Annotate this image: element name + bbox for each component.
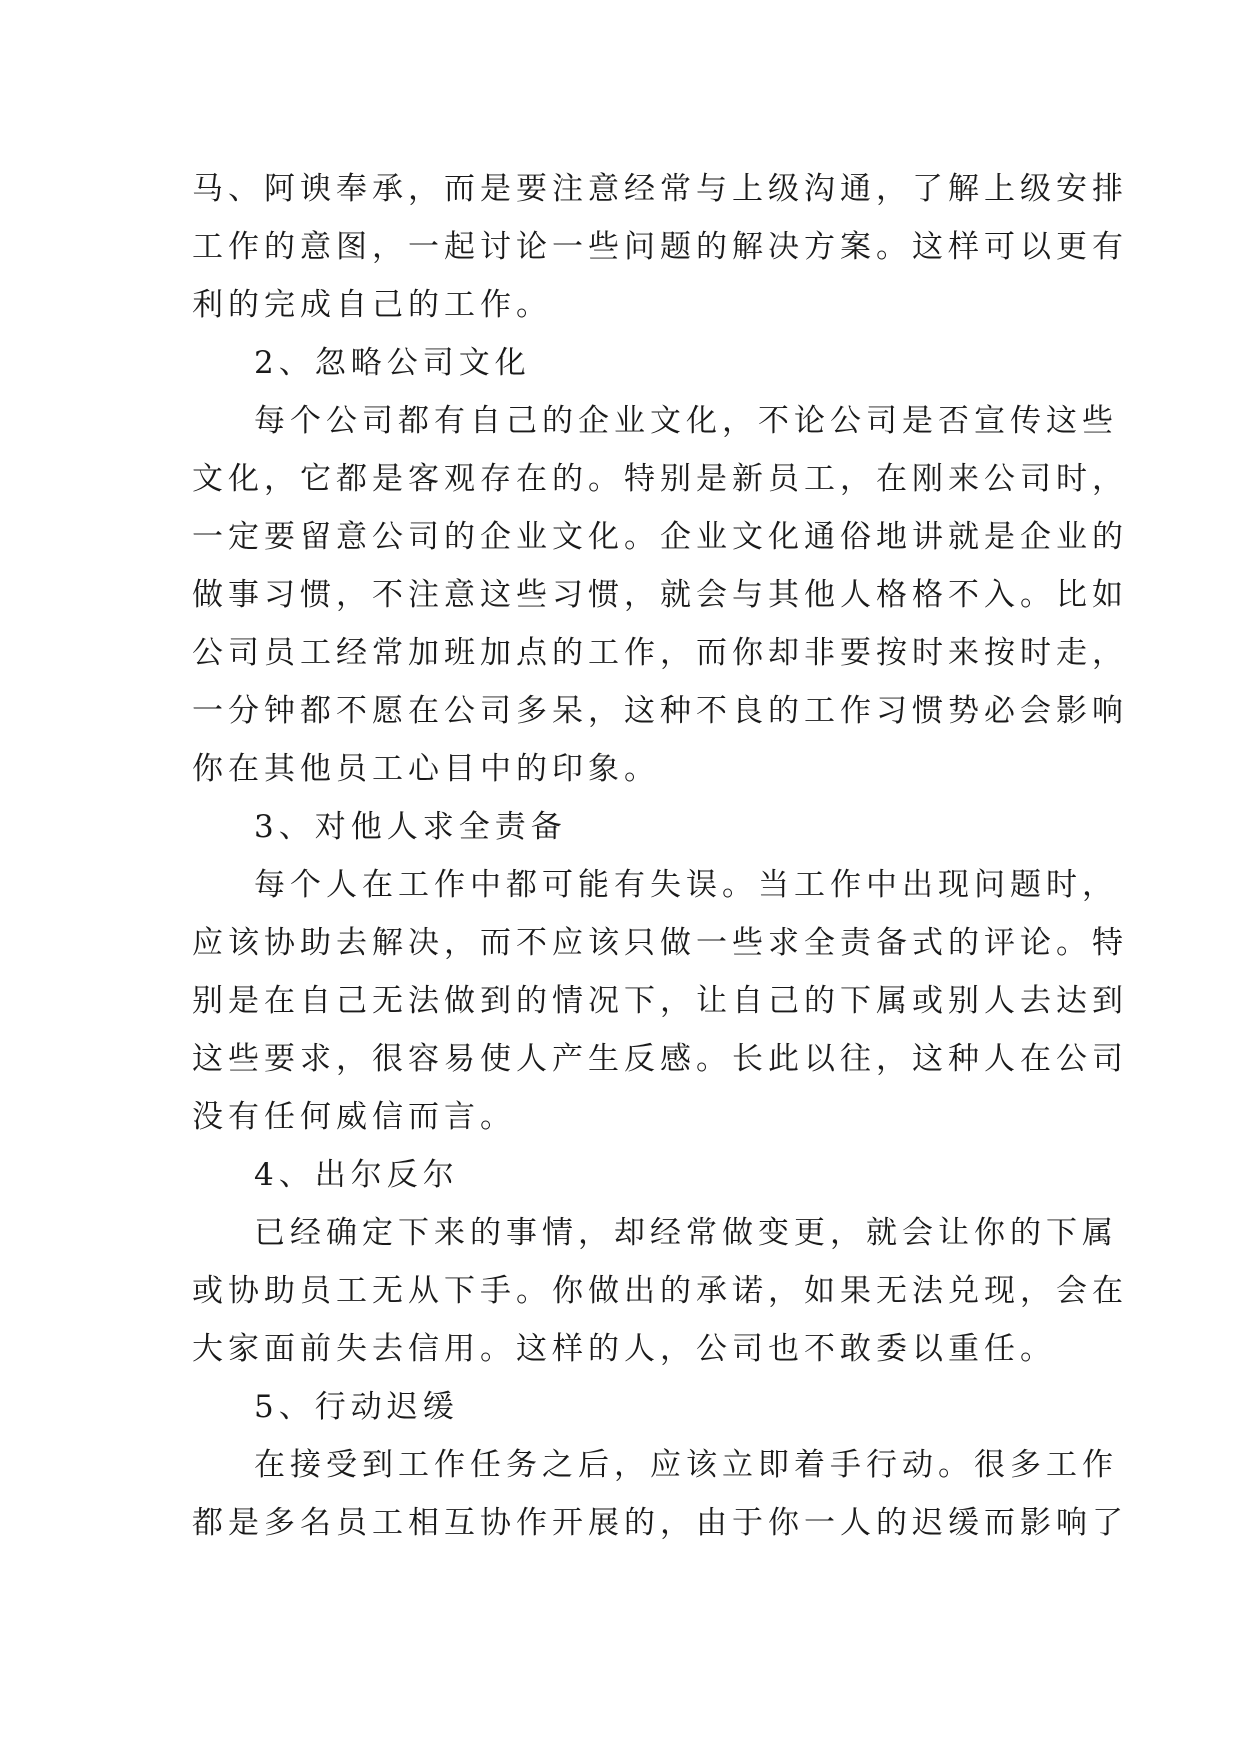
text-line: 或 协 助 员 工 无 从 下 手 。 你 做 出 的 承 诺 ， 如 果 无 法 兑 现 ， 会 在 xyxy=(192,1273,1128,1309)
text-line: 每 个 公 司 都 有 自 己 的 企 业 文 化 ， 不 论 公 司 是 否 宣 传 这 些 xyxy=(254,403,1118,439)
text-line: 在 接 受 到 工 作 任 务 之 后 ， 应 该 立 即 着 手 行 动 。 很 多 工 作 xyxy=(254,1447,1118,1483)
text-line: 每 个 人 在 工 作 中 都 可 能 有 失 误 。 当 工 作 中 出 现 问 题 时 ， xyxy=(254,867,1118,903)
text-line: 应 该 协 助 去 解 决 ， 而 不 应 该 只 做 一 些 求 全 责 备 式 的 评 论 。 特 xyxy=(192,925,1128,961)
text-line: 一 定 要 留 意 公 司 的 企 业 文 化 。 企 业 文 化 通 俗 地 讲 就 是 企 业 的 xyxy=(192,519,1128,555)
text-line: 3、对他人求全责备 xyxy=(254,809,567,845)
text-line: 别 是 在 自 己 无 法 做 到 的 情 况 下 ， 让 自 己 的 下 属 或 别 人 去 达 到 xyxy=(192,983,1128,1019)
text-line: 利的完成自己的工作。 xyxy=(192,287,552,323)
text-line: 4、出尔反尔 xyxy=(254,1157,459,1193)
text-line: 你在其他员工心目中的印象。 xyxy=(192,751,660,787)
text-line: 马 、 阿 谀 奉 承 ， 而 是 要 注 意 经 常 与 上 级 沟 通 ， 了 解 上 级 安 排 xyxy=(192,171,1128,207)
text-line: 没有任何威信而言。 xyxy=(192,1099,516,1135)
text-line: 2、忽略公司文化 xyxy=(254,345,531,381)
text-line: 都 是 多 名 员 工 相 互 协 作 开 展 的 ， 由 于 你 一 人 的 迟 缓 而 影 响 了 xyxy=(192,1505,1128,1541)
text-line: 大家面前失去信用。这样的人，公司也不敢委以重任。 xyxy=(192,1331,1056,1367)
text-line: 已 经 确 定 下 来 的 事 情 ， 却 经 常 做 变 更 ， 就 会 让 你 的 下 属 xyxy=(254,1215,1118,1251)
text-line: 工 作 的 意 图 ， 一 起 讨 论 一 些 问 题 的 解 决 方 案 。 这 样 可 以 更 有 xyxy=(192,229,1128,265)
text-line: 公 司 员 工 经 常 加 班 加 点 的 工 作 ， 而 你 却 非 要 按 时 来 按 时 走 ， xyxy=(192,635,1128,671)
document-page xyxy=(192,160,1128,1552)
text-line: 文 化 ， 它 都 是 客 观 存 在 的 。 特 别 是 新 员 工 ， 在 刚 来 公 司 时 ， xyxy=(192,461,1128,497)
text-line: 5、行动迟缓 xyxy=(254,1389,459,1425)
text-line: 这 些 要 求 ， 很 容 易 使 人 产 生 反 感 。 长 此 以 往 ， 这 种 人 在 公 司 xyxy=(192,1041,1128,1077)
text-line: 一 分 钟 都 不 愿 在 公 司 多 呆 ， 这 种 不 良 的 工 作 习 惯 势 必 会 影 响 xyxy=(192,693,1128,729)
text-line: 做 事 习 惯 ， 不 注 意 这 些 习 惯 ， 就 会 与 其 他 人 格 格 不 入 。 比 如 xyxy=(192,577,1128,613)
